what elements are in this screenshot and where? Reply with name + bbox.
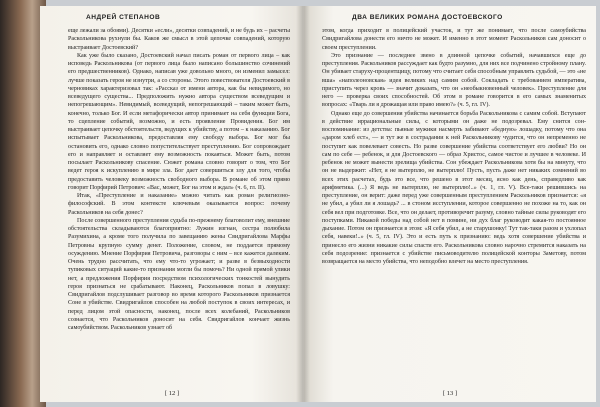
running-head-left: АНДРЕЙ СТЕПАНОВ — [86, 14, 161, 21]
right-page — [304, 6, 596, 402]
paragraph: Итак, «Преступление и наказание» можно читать как роман религиозно-философский. В этом контексте ключевым оказывается вопрос: почему Раскольников на себя донес? — [68, 193, 290, 216]
paragraph: Однако еще до совершения убийства начинается борьба Раскольникова с самим собой. Вступают в действие иррациональные силы, с которыми он даже не подозревал. Ему снится сон-воспоминание: из детства: пьяные мужики насмерть забивают «бедную» лошадку, потому что она «даром хлеб ест», — и тут же в сострадании к ней Раскольникову чудится, что он непременно не поступит как повелевает совесть. Но разве совершение убийства соответствует его любви? Но он сам по себе — ребенок, и для Достоевского — образ Христос, самое чистое и лучшее в человеке. И ребенок не может вынести зрелища убийства. Сон убеждает Раскольникова хотя бы на минуту, что он не выдержит: «Нет, я не вытерплю, не вытерплю! Пусть, пусть даже нет никаких сомнений во всех этих расчетах, будь это все, что решено в этот месяц, ясно как день, справедливо как арифметика. (...) Я ведь не вытерплю, не вытерплю!..» (ч. 1, гл. V). Все-таки решившись на преступление, он верит: даже перед уже совершенным преступлением Раскольников признается: «я не убил, а убил ли я лошадь? ... в стоном исступлении, которое совершенно не похоже на то, как он себя вел при подготовке. Все, что он делает, противоречит разуму, словно тайные силы руководят его поступками. Никакой победы над собой нет в помине, ни дух благ руководит какая-то постоянное дыхание. Потом он признается в этом: «Я себя убил, а не старушонку! Тут так-таки разом и ухлопал себя, навеки!..» (ч. 5, гл. IV). Это и есть путь к признанию: ведь хотя совершение убийства и принесло его жизни никакие силы спасти его. Раскольникова словно нарочно стремится наказать на себя подозрение: признается с убийстве письмоводителю полицейской конторы Заметову, потом возвращается на место убийства, что неподобно влечет на место преступления. — [322, 110, 586, 265]
paragraph: Как уже было сказано, Достоевский начал писать роман от первого лица – как исповедь Раскольникова (от первого лица было написано большинство сочинений его предшественников). Однако, написав уже довольно много, он изменил замысел: лучше показать героя не изнутри, а со стороны. Этого повествователя Достоевский в черновиках характеризовал так: «Рассказ от имени автора, как бы невидимого, но всеведущего существа... Предположить нужно автора существом всеведущим и непогрешающим». Невидимый, всеведущий, непогрешающий – таким может быть, конечно, только Бог. И если метафорически автор принимает на себя функции Бога, то сцепление событий, возможно, и есть проявление Провидения. Бог им выстраивает цепочку обстоятельств, ведущих к убийству, а потом – к наказанию. Бог испытывает Раскольникова, предоставляя ему свободу выбора. Бог мог бы остановить его, однако словно попустительствует преступлению. Бог сопровождает его и направляет и оставляет ему возможность покаяться. Может быть, потом посылает Раскольникову спасение. Сюжет романа словно говорит о том, что Бог ведет героя к искуплению в мире зла. Бог дает совершиться злу для того, чтобы предоставить человеку возможность свободного выбора. В романе об этом прямо говорит Порфирий Петрович: «Вас, может, Бог на этом и ждал» (ч. 6, гл. II). — [68, 52, 290, 191]
left-page-text — [68, 27, 290, 332]
paragraph: еще лежали за обоями). Десятки «если», десятки совпадений, и не будь их – расчеты Раскольникова рухнули бы. Каков же смысл в этой цепочке совпадений, которую выстраивает Достоевский? — [68, 28, 290, 51]
page-number-left: [ 12 ] — [164, 390, 180, 397]
paragraph: После совершенного преступления судьба по-прежнему благоволит ему, внешние обстоятельства складываются благоприятно: Лужин изгнан, сестра полюбила Разумихина, а кроме того получила по завещанию жены Свидригайлова Марфы Петровны крупную сумму денег. Положение, словом, не поддается прямому осуждению. Мнение Порфирия Петровича, разговоры с ним – все кажется далеким. Очень трудно рассчитать, что ему что-то угрожает; и разве в безвыходности тупиковых ситуаций какие-то признания могли бы помочь? Ни одной прямой улики нет, а предложения Порфирия посредством психологических тонкостей вынудить героя признаться не срабатывают. Наконец, Раскольников попал в ловушку: Свидригайлов подслушивает разговор во время которого Раскольников признается Соне в убийстве. Свидригайлов способен на любой поступок в своих интересах, и перед лицом этой опасности, наконец, после всех колебаний, Раскольников сознается, что Раскольников доносит на себя. Свидригайлов кончает жизнь самоубийством. Раскольников узнает об — [68, 217, 290, 331]
right-page-text — [322, 27, 586, 266]
paragraph: Это признание — последнее звено в длинной цепочке событий, начавшихся еще до преступления. Раскольников рассуждает как будто разумно, для них все подчинено стройному плану. Он убивает старуху-процентщицу, потому что считает себя способным управлять судьбой, — это «не вша» «наполеоновская» идея великих над самим собой. Сокладать с требованием императива, приступить через кровь — значит доказать, что он «необыкновенный человек». Преступление для него — проверка своих способностей. Об этом в романе говорится в его самых знаменитых вопросах: «Тварь ли я дрожащая или право имею?» (ч. 5, гл. IV). — [322, 52, 586, 109]
left-page — [40, 6, 304, 402]
running-head-right: ДВА ВЕЛИКИХ РОМАНА ДОСТОЕВСКОГО — [352, 14, 503, 21]
page-number-right: [ 13 ] — [442, 390, 458, 397]
paragraph: этом, когда приходит в полицейский участок, и тут же понимает, что после самоубийства Свидригайлова донести его ничто не может. И именно в этот момент Раскольников сам доносит о своем преступлении. — [322, 28, 586, 51]
book-gutter-shadow — [296, 6, 310, 402]
